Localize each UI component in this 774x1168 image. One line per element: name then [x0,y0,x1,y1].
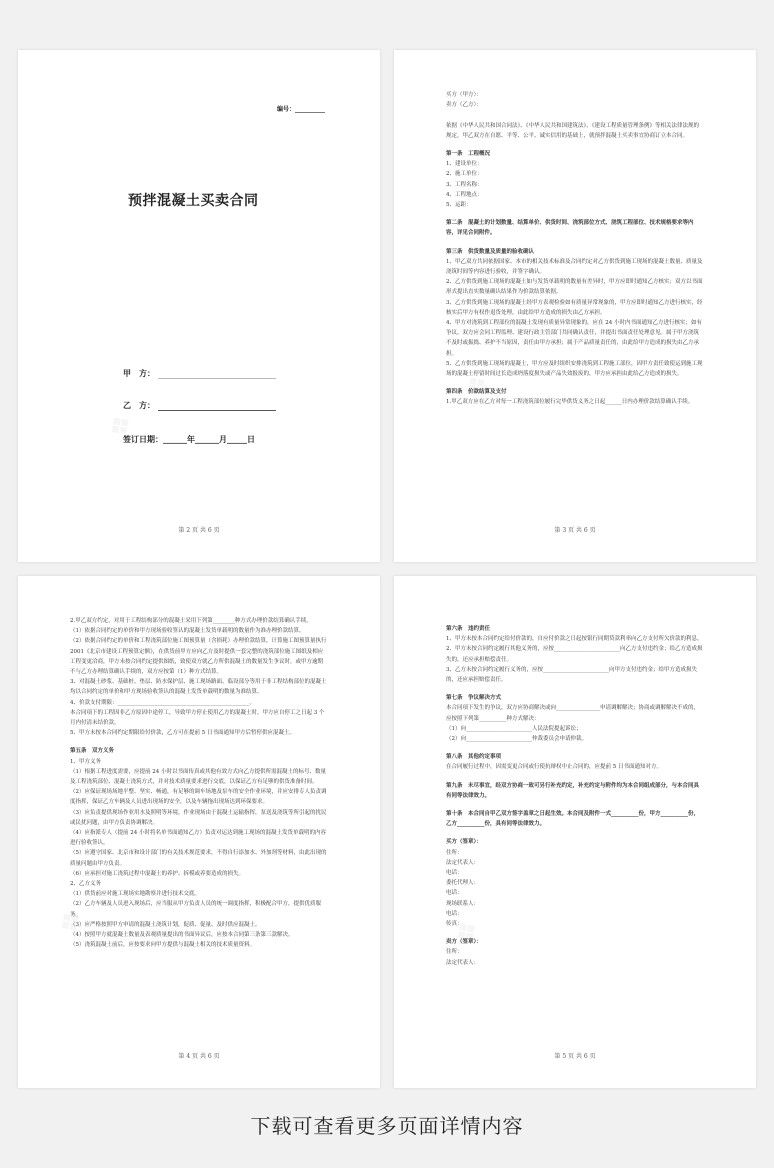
contract-number-label: 编号：__________ [276,106,325,113]
text-line: 2.甲乙双方约定，对用于工程结构部分的混凝土采用下列第________种方式办理价款结算确认手续。 [70,618,312,624]
text-line: 3、对混凝土砂浆、基础桩、垫层、防水保护层、施工现场路面、临设部分等用于非工程结构部位的混凝土均以合同约定的单价和甲方现场验收签认的混凝土发货单载明的数量为准结算。 [70,679,327,696]
text-line: 第六条 违约责任 [446,626,491,632]
text-line: （5）浇筑混凝土前后，应按要求向甲方提供与混凝土相关的技术质量资料。 [70,942,256,949]
text-line: 4、工程地点： [446,191,483,198]
page-footer: 第 2 页 共 6 页 [178,527,220,534]
text-line: 第十条 本合同自甲乙双方签字盖章之日起生效。本合同及附件一式__________份，甲方__________份，乙方__________份，具有同等法律效力。 [446,811,700,828]
text-line: 电话： [446,910,463,917]
contract-page-3 [394,50,756,562]
text-line: 本合同项下的工程因非乙方原因中途停工，导致甲方停止使用乙方的混凝土时，甲方应自停工之日起 3 个月内付清未结价款。 [70,709,325,727]
text-line: 4、价款支付期限：________________________________________________。 [70,699,255,706]
text-line: 第七条 争议解决方式 [446,695,502,702]
text-line: （3）应负责提供现场作业用水及照明等环境，作业现场由于混凝土运输指挥，泵送及浇筑等所引起的扰民或民扰问题，由甲方负责协调解决。 [70,809,327,826]
page-footer: 第 4 页 共 6 页 [178,1053,220,1060]
text-line: 法定代表人： [446,959,480,966]
text-line: （6）应承担对施工浇筑过程中混凝土的养护、拆模或养要造成的损失。 [70,870,245,877]
caption-text: 下载可查看更多页面详情内容 [250,1114,524,1138]
text-line: 1、甲乙双方共同依据国家、本市的相关技术标准及合同约定对乙方供货到施工现场的混凝土数量、质量及浇筑时间等内容进行验收，并签字确认。 [446,258,703,276]
text-line: 住所： [446,849,463,856]
text-line: 2、乙方义务 [70,881,101,888]
text-line: 买方（甲方）： [446,92,482,98]
text-line: 第五条 双方义务 [70,748,115,755]
text-line: 1.甲乙双方应在乙方对每一工程浇筑部位履行完毕供货义务之日起______日内办理价款结算确认手续。 [446,399,694,406]
text-line: 1、甲方义务 [70,758,101,765]
contract-title: 预拌混凝土买卖合同 [128,193,259,209]
text-line: 1、建设单位： [446,161,483,168]
text-line: （3）应严格按照甲方申请的混凝土浇筑计划，促质、促量、及时供应混凝土。 [70,921,261,928]
text-line [446,110,704,120]
text-line: （1）根据工程进度需要，应提前 24 小时以书面传真或其他有效方式向乙方提供所需混凝土的标号、数量及工程浇筑部位、混凝土浇筑方式，并对技术质量要求进行交底，以保证乙方有足够的供货准备时间。 [70,768,326,786]
page-body [446,616,704,968]
party-b-line [158,402,276,411]
text-line: 卖方（签章）： [446,939,482,946]
party-b-field [123,400,276,411]
text-line: 3、工程名称： [446,181,483,188]
page-footer: 第 3 页 共 6 页 [554,527,596,534]
party-b-label: 乙 方： [123,401,155,410]
text-line: 电话： [446,890,463,897]
page-body [70,616,328,951]
contract-page-5 [394,576,756,1088]
text-line: 第八条 其他约定事项 [446,754,502,761]
text-line: 第一条 工程概况 [446,151,491,158]
text-line: （2）向________________________仲裁委员会申请仲裁。 [446,736,588,743]
text-line: 本合同项下发生的争议，双方应协商解决或向________________申请调解解决；协商或调解解决不成的，应按照下列第__________种方式解决： [446,705,700,722]
text-line: 2、甲方未按合同约定履行其他义务的，应按________________________向乙方支付违约金；给乙方造成损失的，还应承担赔偿责任。 [446,646,703,663]
text-line: 1、甲方未按本合同约定给付价款的，自应付价款之日起按银行同期贷款利率向乙方支付所欠价款的利息。 [446,636,703,643]
text-line: 委托代理人： [446,880,480,887]
text-line: 5、乙方供货到施工现场的混凝土，甲方应及时组织安排浇筑到工程施工部位，因甲方责任致使运到施工现场的混凝土停留时间过长造成坍落度损失或产品失效报废的，甲方应承担由此给乙方造成的损失。 [446,360,703,378]
text-line: 5、运距： [446,202,472,209]
cover-page [18,50,380,562]
text-line: （1）供货前应对施工现场实地勘察并进行技术交底。 [70,891,201,898]
text-line: 电话： [446,870,463,877]
sign-date-field: 签订日期：______年______月_____日 [123,435,255,444]
text-line: （5）应遵守国家、北京市和设计部门的有关技术规范要求，不得自行添加水、外加剂等材料，由此出现的质量问题由甲方负责。 [70,850,327,867]
text-line: （1）依据合同约定的单价和甲方现场验收签认的混凝土发货单载明的数量作为准办理价款结算。 [70,628,305,635]
text-line: 法定代表人： [446,859,480,866]
text-line: 传真： [446,921,463,928]
text-line: 第二条 混凝土的计划数量、结算单价、供货时间、浇筑部位方式、浇筑工程部位、技术规格要求等内容，详见合同附件。 [446,220,694,237]
text-line: （2）依据合同约定的单价和工程浇筑部位施工图预算量（含损耗）办理价款结算，计算施工图预算量执行 2001《北京市建设工程预算定额》，在供货前甲方应向乙方及时提供一套完整的浇筑部位施工图纸及相应工程变更洽商，甲方未按合同约定提供图纸，致使双方就乙方所供混凝土的数量发生争议时，或甲方逾期不与乙方办理结算确认手续的，双方应按第（1）种方式结算。 [70,638,327,676]
text-line: 3、乙方未按合同约定履行义务的，应按________________________向甲方支付违约金；给甲方造成损失的，还应承担赔偿责任。 [446,666,698,684]
party-a-field [123,368,276,379]
page-body [446,90,704,408]
text-line: 在合同履行过程中，因需变更合同或行使抗辩权中止合同的，应提前 5 日书面通知对方。 [446,764,662,771]
text-line: （4）按照甲方就混凝土数量及表观质量提出的书面异议后，应按本合同第三条第三款解决。 [70,932,294,939]
text-line: （1）向________________________人民法院提起诉讼； [446,725,582,732]
text-line: 2、施工单位： [446,171,483,178]
text-line: 卖方（乙方）： [446,102,482,109]
text-line: 3、乙方供货到施工现场的混凝土经甲方表观检验如有质量异常现象的，甲方应即时通知乙方进行核实，经核实后甲方有权作退货处理，由此给甲方造成的损失由乙方承担。 [446,299,703,316]
text-line: （2）乙方车辆及人员进入现场后，应当服从甲方负责人员的统一调度指挥，积极配合甲方，提供优质服务。 [70,901,322,918]
text-line: 买方（签章）： [446,839,482,846]
text-line: （4）应指派专人（提前 24 小时将名单书面通知乙方）负责对运达到施工现场的混凝土发货单载明的内容进行验收签认。 [70,830,326,847]
text-line: 第四条 价款结算及支付 [446,389,507,396]
party-a-label: 甲 方： [123,369,155,378]
text-line: （2）应保证现场场地平整、坚实、畅通，有足够的调车场地及泵车的安全作业环境，并应安排专人负责调度指挥，保证乙方车辆及人员进出现场的安全，以及车辆拖出现场达到环保要求。 [70,789,327,806]
party-a-line [158,370,276,379]
contract-page-4 [18,576,380,1088]
text-line: 4、甲方对浇筑到工程部位的混凝土发现有质量异常现象的，应在 24 小时内书面通知乙方进行核实；如有争议，双方应会同工程监理、建设行政主管部门共同确认责任，并提出书面责任处理意见。属于甲方浇筑不及时或振捣、养护不当原因，责任由甲方承担；属于产品质量责任的，由此给甲方造成的损失由乙方承担。 [446,320,702,357]
text-line: 5、甲方未按本合同约定期限给付价款，乙方可在提前 5 日书面通知甲方后暂停供应混凝土。 [70,730,295,737]
text-line: 现场联系人： [446,900,480,907]
text-line: 住所： [446,949,463,956]
text-line: 第九条 未尽事宜，经双方协商一致可另行补充约定，补充约定与附件均为本合同组成部分，与本合同具有同等法律效力。 [446,782,700,799]
text-line: 依据《中华人民共和国合同法》、《中华人民共和国建筑法》、《建设工程质量管理条例》等相关法律法规的规定，甲乙双方在自愿、平等、公平、诚实信用的基础上，就预拌混凝土买卖事宜协商订立本合同。 [446,122,700,139]
text-line: 2、乙方供货到施工现场的混凝土如与发货单载明的数量有差异时，甲方应即时通知乙方核实；双方以书面形式提出直实数量确认结果作为价款结算依据。 [446,279,703,296]
text-line: 第三条 供货数量及质量的验收确认 [446,248,535,255]
page-footer: 第 5 页 共 6 页 [554,1053,596,1060]
